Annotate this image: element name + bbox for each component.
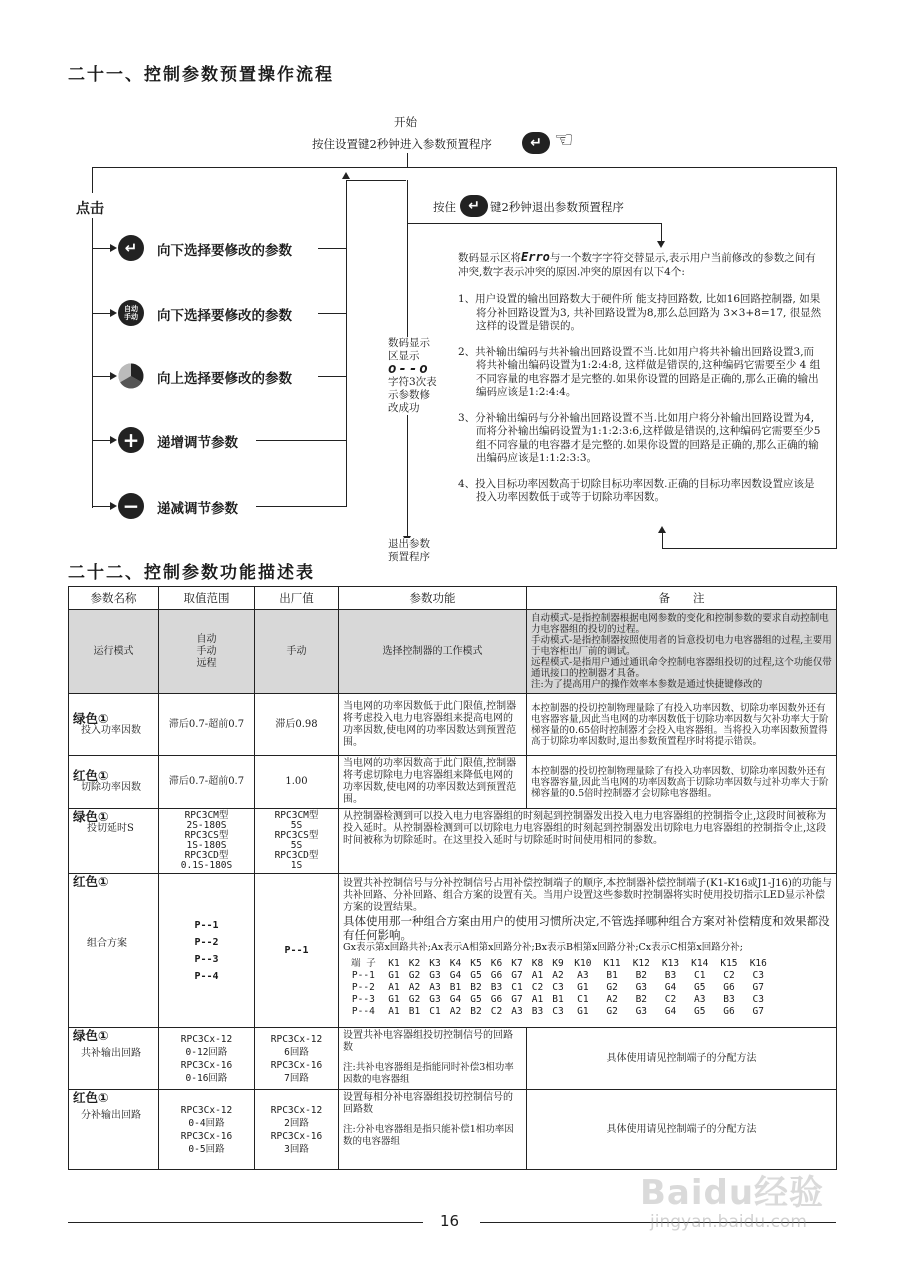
combo-cell: A2 [606,994,618,1005]
flow-line-right [836,167,837,549]
param-range: RPC3Cx-12 0-4回路 RPC3Cx-16 0-5回路 [159,1090,255,1170]
combo-cell: K5 [470,958,482,969]
combo-cell: P--3 [351,994,375,1005]
combo-cell: K11 [603,958,621,969]
segment-display: o--o [388,361,430,377]
combo-cell: C1 [694,970,706,981]
combo-cell: G4 [664,982,677,993]
combo-cell: K16 [749,958,767,969]
combo-cell: C2 [531,982,544,993]
combo-cell: B1 [449,982,462,993]
combo-cell: G5 [694,1006,706,1017]
param-note: 本控制器的投切控制物理量除了有投入功率因数、切除功率因数外还有电容器容量,因此当电网的功率因数低于切除功率因数与欠补功率大于阶梯容量的0.65倍时控制器才会投入电容器组。当将投入功率因数预置得高于切除功率因数时,退出参数预置程序时将提示错误。 [527,694,837,756]
combo-cell: C3 [552,1006,564,1017]
param-range: 滞后0.7-超前0.7 [159,756,255,809]
combo-cell: G5 [470,994,482,1005]
param-function: 当电网的功率因数低于此门限值,控制器将考虑投入电力电容器组来提高电网的功率因数,使电网的功率因数达到预置范围。 [339,694,527,756]
flow-line-mid [346,180,347,507]
combo-cell: A1 [388,982,400,993]
combo-cell: K6 [490,958,503,969]
param-note: 具体使用请见控制端子的分配方法 [527,1028,837,1090]
combo-cell: B2 [635,994,648,1005]
param-name: 红色① 分补输出回路 [69,1090,159,1170]
param-function: 设置共补电容器组投切控制信号的回路数 注:共补电容器组是指能同时补偿3相功率因数的电容器组 [339,1028,527,1090]
enter-key-icon: ↵ [522,132,550,154]
combo-cell: 端 子 [351,958,376,969]
combo-row [343,994,773,1006]
combo-cell: A2 [449,1006,462,1017]
combo-cell: K8 [531,958,544,969]
conflict-item: 3、分补输出编码与分补输出回路设置不当.比如用户将分补输出回路设置为4,而将分补输出编码设置为1:1:2:3:6,这样做是错误的,这种编码它需要至少5 组不同容量的电容器才是完整的.如果你设置的回路是正确的,那么正确的输出编码应该是1:1:2:3:3。 [458,411,821,464]
combo-cell: G5 [470,970,482,981]
table-header-row [69,587,837,610]
param-range: 自动 手动 远程 [159,610,255,694]
combo-cell: P--4 [351,1006,375,1017]
combo-cell: B1 [552,994,564,1005]
plus-icon: + [118,427,144,453]
flow-line-left [92,218,93,508]
combo-cell: G4 [449,970,462,981]
watermark-brand: Baidu经验 [640,1173,825,1213]
enter-icon: ↵ [118,235,144,261]
param-name: 红色① 切除功率因数 [69,756,159,809]
param-note: 具体使用请见控制端子的分配方法 [527,1090,837,1170]
combo-terminal-table [343,958,773,1018]
flow-line [407,223,661,224]
header-cell: 参数名称 [69,587,159,610]
section-21-title: 二十一、控制参数预置操作流程 [68,65,334,85]
exit-label-pre: 按住 [433,200,456,214]
pointing-hand-icon: ☜ [554,128,574,153]
page-number: 16 [440,1212,460,1230]
combo-cell: K9 [552,958,564,969]
param-default: P--1 [255,874,339,1028]
combo-cell: G4 [449,994,462,1005]
combo-cell: C3 [752,994,764,1005]
header-cell: 参数功能 [339,587,527,610]
combo-cell: G7 [511,994,523,1005]
combo-cell: K14 [691,958,709,969]
param-function: 从控制器检测到可以投入电力电容器组的时刻起到控制器发出投入电力电容器组的控制指令止,这段时间被称为投入延时。从控制器检测到可以切除电力电容器组的时刻起到控制器发出切除电力电容器组的控制指令止,这段时间被称为切除延时。在这里投入延时与切除延时时间使用相同的参数。 [339,809,837,874]
combo-cell: A3 [577,970,589,981]
combo-cell: G1 [577,982,589,993]
param-default: 1.00 [255,756,339,809]
combo-cell: G5 [694,982,706,993]
combo-cell: G3 [429,994,441,1005]
flow-start-label: 开始 [394,115,417,129]
combo-cell: K4 [449,958,462,969]
auto-manual-icon: 自动 手动 [118,300,144,326]
combo-cell: A1 [388,1006,400,1017]
combo-cell: B2 [470,1006,482,1017]
conflict-item: 2、共补输出编码与共补输出回路设置不当.比如用户将共补输出回路设置3,而将共补输出编码设置为1:2:4:8, 这样做是错误的,这种编码它需要至少 4 组不同容量的电容器才是完整的.如果你设置的回路是正确的,那么正确的输出编码应该是1:2:4:4。 [458,345,821,398]
param-name: 绿色① 投切延时S [69,809,159,874]
combo-cell: C2 [723,970,735,981]
combo-cell: G2 [606,1006,618,1017]
display-note: 数码显示 区显示 o--o 字符3次表 示参数修 改成功 [388,337,456,415]
combo-header-row [343,958,773,970]
combo-cell: G3 [429,970,441,981]
combo-cell: G7 [752,1006,764,1017]
combo-cell: A3 [511,1006,523,1017]
combo-cell: B3 [723,994,735,1005]
flow-line [407,153,408,167]
flow-line [346,180,406,181]
header-cell: 备 注 [527,587,837,610]
combo-cell: C2 [664,994,677,1005]
arrow-up [658,526,666,533]
click-label: 点击 [76,201,104,217]
combo-cell: K10 [574,958,592,969]
header-cell: 出厂值 [255,587,339,610]
step-label: 向上选择要修改的参数 [157,371,292,387]
step-label: 递减调节参数 [157,501,238,517]
combo-cell: A3 [694,994,706,1005]
param-note: 本控制器的投切控制物理量除了有投入功率因数、切除功率因数外还有电容器容量,因此当电网的功率因数高于切除功率因数与过补功率大于阶梯容量的0.5倍时控制器才会切除电容器组。 [527,756,837,809]
conflict-item: 1、用户设置的输出回路数大于硬件所 能支持回路数, 比如16回路控制器, 如果将分补回路设置为3, 共补回路设置为8,那么总回路为 3×3+8=17, 很显然这样的设置是错误的。 [458,293,822,332]
flow-line [92,167,93,193]
combo-cell: G4 [664,1006,677,1017]
table-row-common-loop [69,1028,837,1090]
section-22-title: 二十二、控制参数功能描述表 [68,563,315,583]
combo-cell: K12 [632,958,650,969]
param-range: P--1 P--2 P--3 P--4 [159,874,255,1028]
combo-cell: A2 [408,982,421,993]
combo-cell: G6 [723,982,735,993]
combo-cell: K15 [720,958,738,969]
param-name: 运行模式 [69,610,159,694]
param-default: 滞后0.98 [255,694,339,756]
combo-cell: G3 [635,982,648,993]
tri-segment-icon [118,363,144,389]
combo-cell: A3 [429,982,441,993]
combo-cell: G6 [723,1006,735,1017]
param-name: 绿色① 共补输出回路 [69,1028,159,1090]
combo-cell: B2 [470,982,482,993]
combo-cell: G3 [635,1006,648,1017]
combo-cell: B3 [490,982,503,993]
flow-enter-label: 按住设置键2秒钟进入参数预置程序 [312,137,492,151]
flow-line [662,548,837,549]
combo-cell: B3 [664,970,677,981]
combo-cell: A1 [531,994,544,1005]
combo-cell: A2 [552,970,564,981]
table-row-delay [69,809,837,874]
combo-cell: B1 [408,1006,421,1017]
combo-cell: G1 [388,994,400,1005]
conflict-explanation: 数码显示区将Erro与一个数字字符交替显示,表示用户当前修改的参数之间有冲突,数字表示冲突的原因.冲突的原因有以下4个: 1、用户设置的输出回路数大于硬件所 能支持回路数, 比如16回路控制器, 如果将分补回路设置为3, 共补回路设置为8,那么总回路为 3×3+8=17, 很显然这样的设置是错误的。 2、共补输出编码与共补输出回路设置不当.比如用户将共补输出回路设置3,而将共补输出编码设置为1:2:4:8, 这样做是错误的,这种编码它需要至少 4 组不同容量的电容器才是完整的.如果你设置的回路是正确的,那么正确的输出编码应该是1:2:4:4。 3、分补输出编码与分补输出回路设置不当.比如用户将分补输出回路设置为4,而将分补输出编码设置为1:1:2:3:6,这样做是错误的,这种编码它需要至少5 组不同容量的电容器才是完整的.如果你设置的回路是正确的,那么正确的输出编码应该是1:1:2:3:3。 4、投入目标功率因数高于切除目标功率因数.正确的目标功率因数设置应该是投入功率因数低于或等于切除功率因数。 [458,250,822,503]
combo-cell: K1 [388,958,400,969]
table-row-pf-out [69,756,837,809]
combo-cell: G2 [606,982,618,993]
exit-label-post: 键2秒钟退出参数预置程序 [490,200,624,214]
param-default: RPC3CM型 5S RPC3CS型 5S RPC3CD型 1S [255,809,339,874]
param-range: 滞后0.7-超前0.7 [159,694,255,756]
combo-cell: G1 [577,1006,589,1017]
enter-key-icon: ↵ [460,195,488,217]
param-function: 选择控制器的工作模式 [339,610,527,694]
param-function: 当电网的功率因数高于此门限值,控制器将考虑切除电力电容器组来降低电网的功率因数,使电网的功率因数达到预置范围。 [339,756,527,809]
flow-line-top [92,167,837,168]
table-row-pf-in [69,694,837,756]
header-cell: 取值范围 [159,587,255,610]
param-default: 手动 [255,610,339,694]
arrow-down [657,241,665,248]
combo-cell: K3 [429,958,441,969]
param-default: RPC3Cx-12 2回路 RPC3Cx-16 3回路 [255,1090,339,1170]
param-function: 设置每相分补电容器组投切控制信号的回路数 注:分补电容器组是指只能补偿1相功率因数的电容器组 [339,1090,527,1170]
step-label: 递增调节参数 [157,435,238,451]
param-name: 绿色① 投入功率因数 [69,694,159,756]
combo-cell: G7 [752,982,764,993]
flow-line [662,533,663,549]
combo-cell: B2 [635,970,648,981]
combo-cell: C3 [552,982,564,993]
combo-cell: G2 [408,970,421,981]
step-label: 向下选择要修改的参数 [157,308,292,324]
combo-cell: C1 [429,1006,441,1017]
param-range: RPC3Cx-12 0-12回路 RPC3Cx-16 0-16回路 [159,1028,255,1090]
combo-cell: G6 [490,994,503,1005]
arrow-up [342,172,350,179]
param-default: RPC3Cx-12 6回路 RPC3Cx-16 7回路 [255,1028,339,1090]
param-range: RPC3CM型 2S-180S RPC3CS型 1S-180S RPC3CD型 0.1S-180S [159,809,255,874]
combo-cell: G2 [408,994,421,1005]
param-function: 设置共补控制信号与分补控制信号占用补偿控制端子的顺序,本控制器补偿控制端子(K1-K16或J1-J16)的功能与共补回路、分补回路、组合方案的设置有关。当用户设置这些参数时控制器将实时使用投切指示LED显示补偿方案的设置结果。 具体使用那一种组合方案由用户的使用习惯所决定,不管选择哪种组合方案对补偿精度和效果都没有任何影响。 Gx表示第x回路共补;Ax表示A相第x回路分补;Bx表示B相第x回路分补;Cx表示C相第x回路分补; 端 子 K1 K2 K3 K4 K5 K6 K7 K8 K9 K10 K11 K12 K13 K14 K15 K16 P--1 G1 G2 G3 G4 G5 G6 G7 A1 A2 A3 B1 B2 B3 C1 C2 C3 P--2 A1 A2 A3 B1 B2 B3 C1 C2 C3 G1 G2 G3 G4 G5 G6 G7 P--3 G1 G2 G3 G4 G5 G6 G7 A1 B1 C1 A2 B2 C2 A3 B3 C3 P--4 A1 B1 C1 A2 B2 C2 A3 B3 C3 G1 G2 G3 G4 G5 G6 G7 [339,874,837,1028]
combo-cell: G6 [490,970,503,981]
exit-end-note: 退出参数 预置程序 [388,538,430,563]
combo-cell: P--1 [351,970,375,981]
combo-row [343,970,773,982]
param-note: 自动模式-是指控制器根据电网参数的变化和控制参数的要求自动控制电力电容器组的投切的过程。 手动模式-是指控制器按照使用者的旨意投切电力电容器组的过程,主要用于电容柜出厂前的调试。 远程模式-是指用户通过通讯命令控制电容器组投切的过程,这个功能仅带通讯接口的控制器才具备。 注:为了提高用户的操作效率本参数是通过快捷键修改的 [527,610,837,694]
combo-cell: B1 [606,970,618,981]
error-segment: Erro [521,250,550,264]
watermark-url: jingyan.baidu.com [650,1212,807,1232]
footer-rule-left [68,1222,423,1223]
combo-cell: K7 [511,958,523,969]
combo-cell: C1 [511,982,523,993]
table-row-combo [69,874,837,1028]
conflict-item: 4、投入目标功率因数高于切除目标功率因数.正确的目标功率因数设置应该是投入功率因数低于或等于切除功率因数。 [458,477,815,503]
combo-cell: B3 [531,1006,544,1017]
combo-cell: K2 [408,958,421,969]
combo-cell: G7 [511,970,523,981]
combo-cell: C3 [752,970,764,981]
step-label: 向下选择要修改的参数 [157,243,292,259]
table-row-mode [69,610,837,694]
combo-cell: G1 [388,970,400,981]
combo-row [343,1006,773,1018]
combo-cell: P--2 [351,982,375,993]
combo-cell: C1 [577,994,589,1005]
param-name: 红色① 组合方案 [69,874,159,1028]
minus-icon: − [118,493,144,519]
parameter-table [68,586,837,1170]
combo-cell: A1 [531,970,544,981]
combo-cell: C2 [490,1006,503,1017]
table-row-split-loop [69,1090,837,1170]
combo-cell: K13 [661,958,680,969]
combo-row [343,982,773,994]
